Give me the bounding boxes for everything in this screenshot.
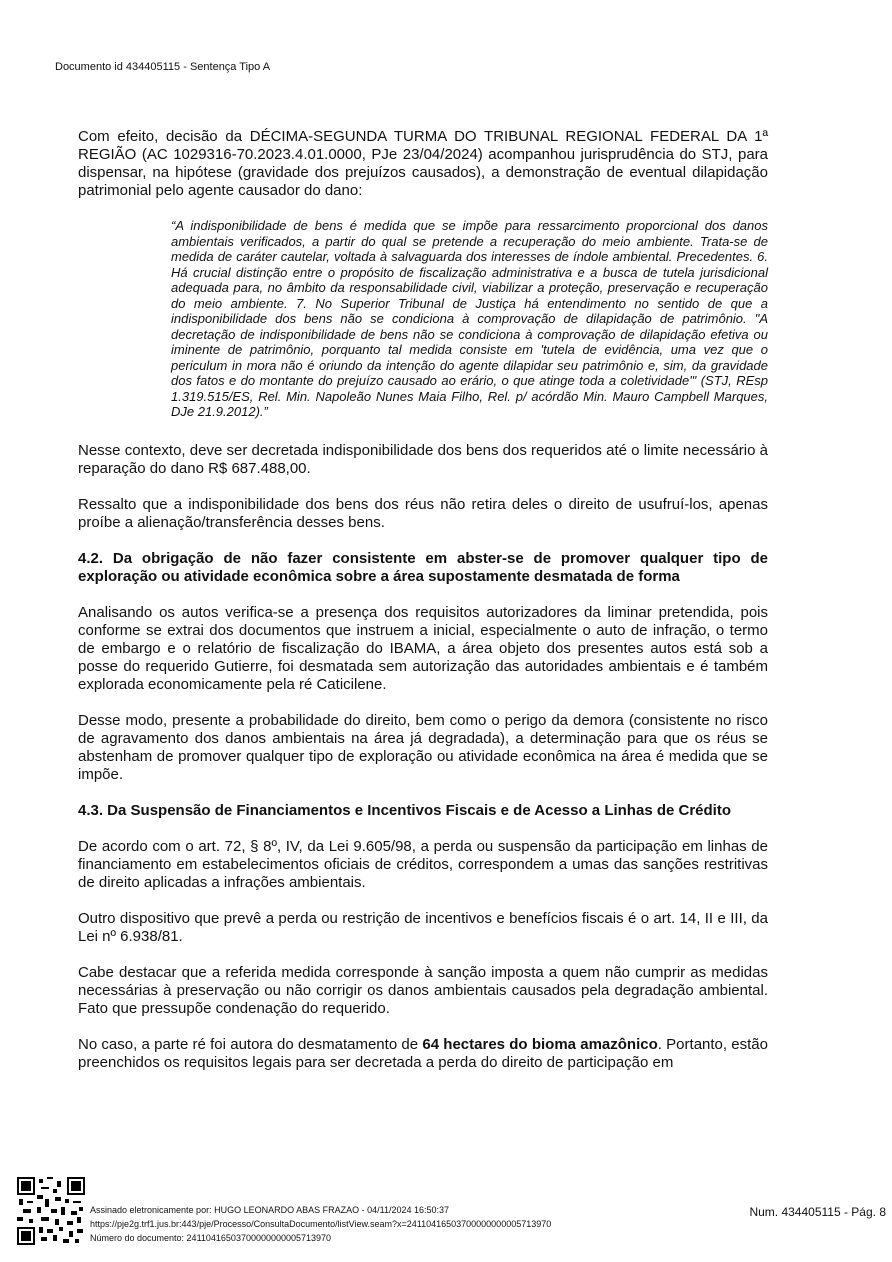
document-number: Número do documento: 24110416503700000000005713970 xyxy=(90,1233,332,1243)
signature-line: Assinado eletronicamente por: HUGO LEONARDO ABAS FRAZAO - 04/11/2024 16:50:37 xyxy=(90,1205,450,1215)
deforestation-text-end: . Portanto, estão preenchidos os requisitos legais para ser decretada a perda do direito de participação em xyxy=(78,1035,768,1071)
page-number: Num. 434405115 - Pág. 8 xyxy=(749,1205,886,1219)
document-body xyxy=(78,128,768,1090)
paragraph-sanction: Cabe destacar que a referida medida corresponde à sanção imposta a quem não cumprir as medidas necessárias à preservação ou não corrigir os danos ambientais causados pela degradação ambiental. Fato que pressupõe condenação do requerido. xyxy=(78,963,768,1017)
deforestation-text-start: No caso, a parte ré foi autora do desmatamento de xyxy=(78,1035,423,1053)
section-heading-4-2: 4.2. Da obrigação de não fazer consistente em abster-se de promover qualquer tipo de exploração ou atividade econômica sobre a área supostamente desmatada de forma xyxy=(78,549,768,585)
document-id-header: Documento id 434405115 - Sentença Tipo A xyxy=(55,61,271,73)
paragraph-deforestation xyxy=(78,1036,768,1072)
paragraph-analysis: Analisando os autos verifica-se a presença dos requisitos autorizadores da liminar pretendida, pois conforme se extrai dos documentos que instruem a inicial, especialmente o auto de infração, o termo de embargo e o relatório de fiscalização do IBAMA, a área objeto dos presentes autos está sob a posse do requerido Gutierre, foi desmatada sem autorização das autoridades ambientais e é também explorada economicamente pela ré Caticilene. xyxy=(78,603,768,693)
paragraph-probability: Desse modo, presente a probabilidade do direito, bem como o perigo da demora (consistente no risco de agravamento dos danos ambientais na área já degradada), a determinação para que os réus se abstenham de promover qualquer tipo de exploração ou atividade econômica na área é medida que se impõe. xyxy=(78,711,768,783)
signature-block xyxy=(90,1203,551,1245)
jurisprudence-quote: “A indisponibilidade de bens é medida que se impõe para ressarcimento proporcional dos danos ambientais verificados, a partir do qual se pretende a recuperação do meio ambiente. Trata-se de medida de caráter cautelar, voltada à salvaguarda dos interesses de índole ambiental. Precedentes. 6. Há crucial distinção entre o propósito de fiscalização administrativa e a busca de tutela jurisdicional adequada para, no âmbito da responsabilidade civil, viabilizar a proteção, preservação e recuperação do meio ambiente. 7. No Superior Tribunal de Justiça há entendimento no sentido de que a indisponibilidade dos bens não se condiciona à comprovação de dilapidação de patrimônio. "A decretação de indisponibilidade de bens não se condiciona à comprovação de dilapidação efetiva ou iminente de patrimônio, porquanto tal medida consiste em 'tutela de evidência, uma vez que o periculum in mora não é oriundo da intenção do agente dilapidar seu patrimônio e, sim, da gravidade dos fatos e do montante do prejuízo causado ao erário, o que atinge toda a coletividade'" (STJ, REsp 1.319.515/ES, Rel. Min. Napoleão Nunes Maia Filho, Rel. p/ acórdão Min. Mauro Campbell Marques, DJe 21.9.2012).” xyxy=(171,218,768,419)
paragraph-context: Nesse contexto, deve ser decretada indisponibilidade dos bens dos requeridos até o limite necessário à reparação do dano R$ 687.488,00. xyxy=(78,441,768,477)
paragraph-usufruct: Ressalto que a indisponibilidade dos bens dos réus não retira deles o direito de usufruí-los, apenas proíbe a alienação/transferência desses bens. xyxy=(78,495,768,531)
document-url[interactable]: https://pje2g.trf1.jus.br:443/pje/Processo/ConsultaDocumento/listView.seam?x=24110416503700000000005713970 xyxy=(90,1219,552,1229)
deforestation-area-highlight: 64 hectares do bioma amazônico xyxy=(422,1035,658,1053)
qr-code-icon xyxy=(17,1177,85,1245)
paragraph-law-9605: De acordo com o art. 72, § 8º, IV, da Lei 9.605/98, a perda ou suspensão da participação em linhas de financiamento em estabelecimentos oficiais de créditos, correspondem a umas das sanções restritivas de direito aplicadas a infrações ambientais. xyxy=(78,837,768,891)
section-heading-4-3: 4.3. Da Suspensão de Financiamentos e Incentivos Fiscais e de Acesso a Linhas de Crédito xyxy=(78,801,731,819)
paragraph-intro: Com efeito, decisão da DÉCIMA-SEGUNDA TURMA DO TRIBUNAL REGIONAL FEDERAL DA 1ª REGIÃO (AC 1029316-70.2023.4.01.0000, PJe 23/04/2024) acompanhou jurisprudência do STJ, para dispensar, na hipótese (gravidade dos prejuízos causados), a demonstração de eventual dilapidação patrimonial pelo agente causador do dano: xyxy=(78,128,768,199)
paragraph-law-6938: Outro dispositivo que prevê a perda ou restrição de incentivos e benefícios fiscais é o art. 14, II e III, da Lei nº 6.938/81. xyxy=(78,909,768,945)
